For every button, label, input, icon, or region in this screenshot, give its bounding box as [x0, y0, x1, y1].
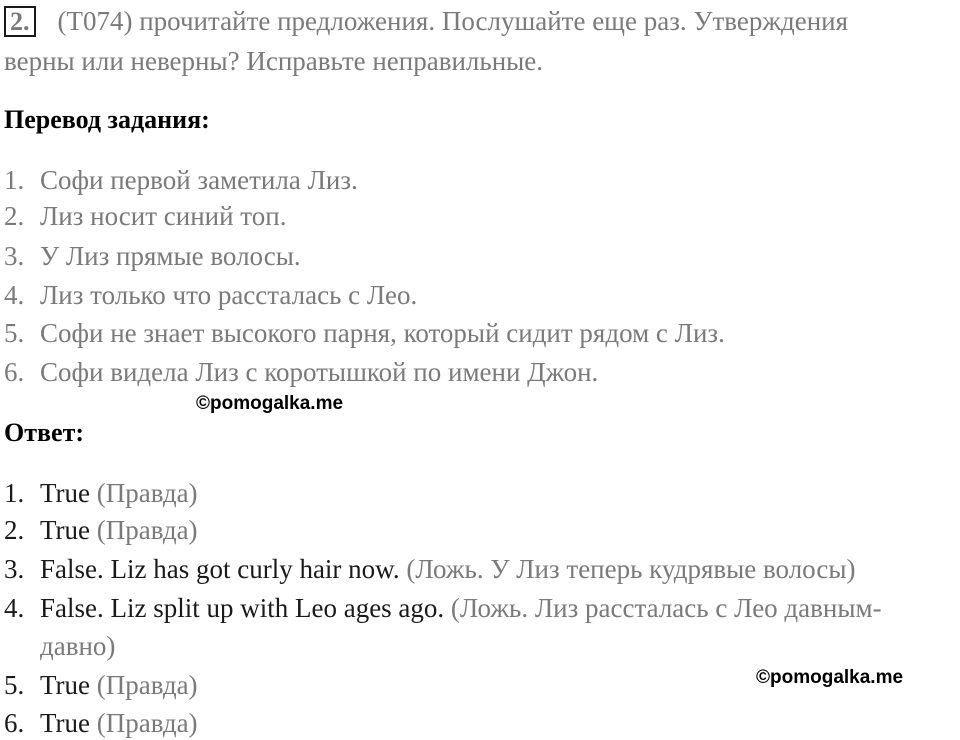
answer-item-1: 1. True (Правда)	[4, 478, 198, 508]
translation-item-4: 4. Лиз только что рассталась с Лео.	[4, 280, 418, 310]
answer-heading: Ответ:	[4, 418, 85, 447]
task-line-2: верны или неверны? Исправьте неправильные.	[4, 46, 544, 76]
answer-item-4: 4. False. Liz split up with Leo ages ago. (Ложь. Лиз рассталась с Лео давным-	[4, 593, 882, 623]
task-number: 2.	[4, 6, 36, 37]
translation-item-2: 2. Лиз носит синий топ.	[4, 201, 287, 231]
task-line-1	[4, 4, 848, 38]
task-text-1: (T074) прочитайте предложения. Послушайте еще раз. Утверждения	[57, 6, 849, 36]
answer-item-4-continuation: давно)	[40, 631, 116, 661]
translation-item-5: 5. Софи не знает высокого парня, который сидит рядом с Лиз.	[4, 318, 725, 348]
watermark-bottom: ©pomogalka.me	[756, 667, 904, 688]
translation-item-3: 3. У Лиз прямые волосы.	[4, 241, 301, 271]
watermark-top: ©pomogalka.me	[196, 393, 344, 414]
translation-heading: Перевод задания:	[4, 105, 210, 134]
translation-item-1: 1. Софи первой заметила Лиз.	[4, 165, 358, 195]
answer-item-3: 3. False. Liz has got curly hair now. (Ложь. У Лиз теперь кудрявые волосы)	[4, 554, 856, 584]
answer-item-2: 2. True (Правда)	[4, 515, 198, 545]
answer-item-6: 6. True (Правда)	[4, 708, 198, 738]
translation-item-6: 6. Софи видела Лиз с коротышкой по имени Джон.	[4, 357, 599, 387]
answer-item-5: 5. True (Правда)	[4, 670, 198, 700]
